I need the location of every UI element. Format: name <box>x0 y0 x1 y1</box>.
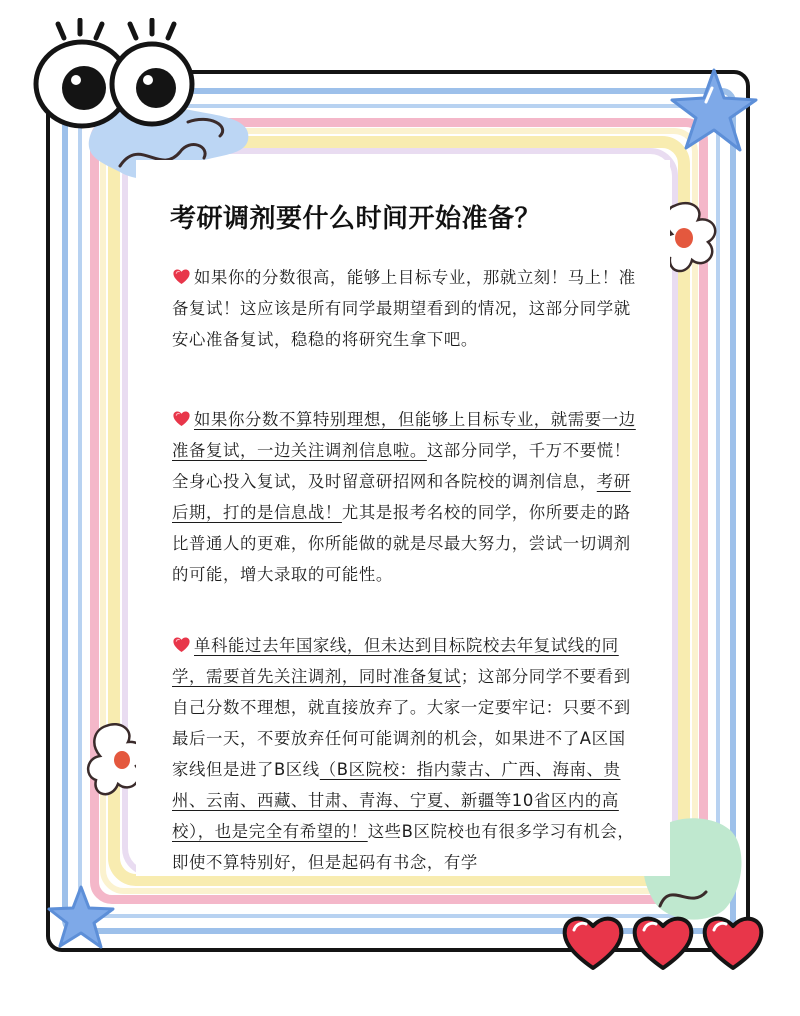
star-icon <box>46 884 116 950</box>
page-title: 考研调剂要什么时间开始准备？ <box>170 204 542 234</box>
red-heart-emoji-icon <box>172 636 191 653</box>
paragraph-1-text: 如果你的分数很高，能够上目标专业，那就立刻！马上！准备复试！这应该是所有同学最期望看到的情况，这部分同学就安心准备复试，稳稳的将研究生拿下吧。 <box>172 268 636 349</box>
red-heart-emoji-icon <box>172 410 191 427</box>
paragraph-3-underlined-2: （B区院校：指内蒙古、广西、海南、贵州、云南、西藏、甘肃、青海、宁夏、新疆等10省区内的高校），也是完全有希望的！ <box>172 760 621 841</box>
paragraph-3-text-2: 这些B区院校也有很多学习有机会，即使不算特别好，但是起码有书念，有学 <box>172 822 635 872</box>
googly-eyes-icon <box>24 18 200 132</box>
heart-icon <box>560 912 626 972</box>
paragraph-2-text-2: 尤其是报考名校的同学，你所要走的路比普通人的更难，你所能做的就是尽最大努力，尝试一切调剂的可能，增大录取的可能性。 <box>172 503 631 584</box>
paragraph-2-underlined-1: 如果你分数不算特别理想，但能够上目标专业，就需要一边准备复试，一边关注调剂信息啦。 <box>172 410 636 460</box>
paragraph-1 <box>172 262 642 355</box>
paragraph-2 <box>172 404 642 590</box>
paragraph-3-underlined-1: 单科能过去年国家线，但未达到目标院校去年复试线的同学，需要首先关注调剂，同时准备复试 <box>172 636 619 686</box>
paragraph-3-text-1: ；这部分同学不要看到自己分数不理想，就直接放弃了。大家一定要牢记：只要不到最后一天，不要放弃任何可能调剂的机会，如果进不了A区国家线但是进了B区线 <box>172 667 631 779</box>
red-heart-emoji-icon <box>172 268 191 285</box>
star-icon <box>668 66 760 154</box>
paragraph-2-underlined-2: 考研后期，打的是信息战！ <box>172 472 631 522</box>
content-paper <box>136 160 670 876</box>
heart-icon <box>630 912 696 972</box>
heart-icon <box>700 912 766 972</box>
paragraph-3 <box>172 630 642 876</box>
paragraph-2-text-1: 这部分同学，千万不要慌！全身心投入复试，及时留意研招网和各院校的调剂信息， <box>172 441 631 491</box>
